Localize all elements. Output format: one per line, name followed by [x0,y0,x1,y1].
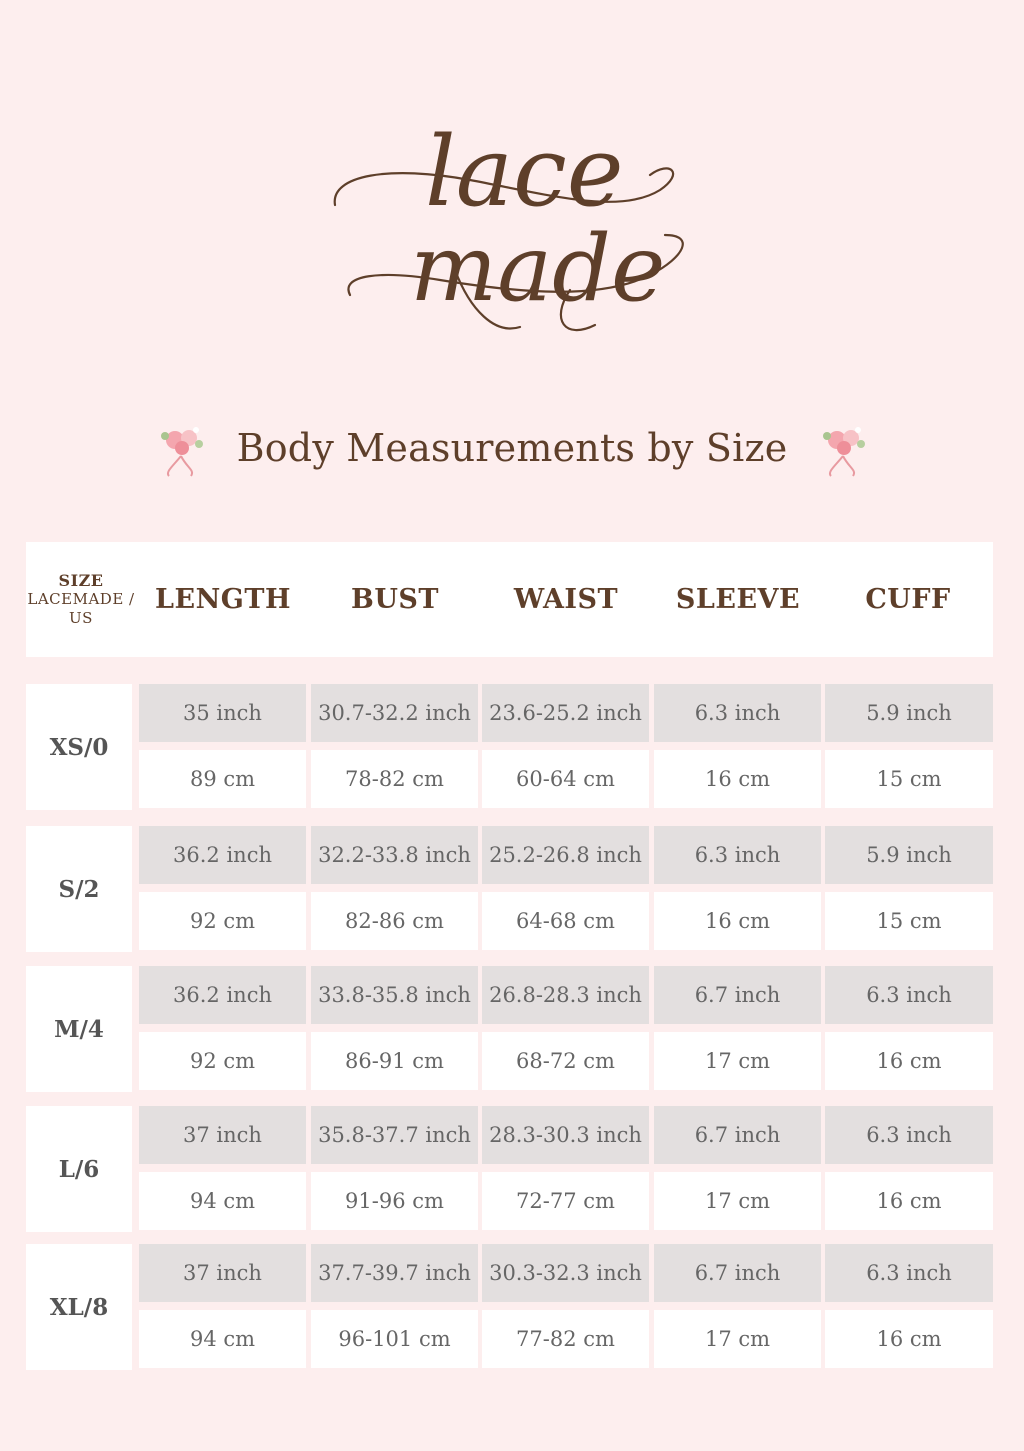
bust-inch-cell: 33.8-35.8 inch [311,966,478,1024]
bust-cm-cell: 96-101 cm [311,1310,478,1368]
sleeve-inch-cell: 6.7 inch [654,1106,821,1164]
waist-cm-cell: 64-68 cm [482,892,649,950]
waist-inch-cell: 28.3-30.3 inch [482,1106,649,1164]
rose-bouquet-icon [151,418,211,478]
sleeve-inch-cell: 6.3 inch [654,826,821,884]
logo-line2: made [410,215,666,322]
waist-cm-cell: 60-64 cm [482,750,649,808]
table-header [26,542,993,657]
cuff-cm-cell: 16 cm [825,1310,993,1368]
sleeve-cm-cell: 16 cm [654,892,821,950]
bust-inch-cell: 32.2-33.8 inch [311,826,478,884]
cuff-inch-cell: 5.9 inch [825,684,993,742]
cuff-inch-cell: 6.3 inch [825,1244,993,1302]
length-inch-cell: 37 inch [139,1106,306,1164]
waist-inch-cell: 26.8-28.3 inch [482,966,649,1024]
length-cm-cell: 92 cm [139,1032,306,1090]
bust-cm-cell: 78-82 cm [311,750,478,808]
size-label: S/2 [26,826,132,952]
cuff-cm-cell: 15 cm [825,750,993,808]
column-header-waist: WAIST [513,584,619,615]
length-cm-cell: 94 cm [139,1172,306,1230]
bust-inch-cell: 35.8-37.7 inch [311,1106,478,1164]
column-header-sleeve: SLEEVE [675,584,801,615]
cuff-inch-cell: 6.3 inch [825,966,993,1024]
rose-bouquet-icon-right [813,418,873,478]
waist-cm-cell: 77-82 cm [482,1310,649,1368]
cuff-cm-cell: 16 cm [825,1172,993,1230]
column-header-length: LENGTH [155,584,291,615]
size-group-s [26,826,993,952]
size-label: M/4 [26,966,132,1092]
sleeve-cm-cell: 17 cm [654,1032,821,1090]
lacemade-logo [320,95,705,360]
logo-line1: lace [425,116,624,228]
sleeve-inch-cell: 6.3 inch [654,684,821,742]
cuff-inch-cell: 6.3 inch [825,1106,993,1164]
sleeve-cm-cell: 17 cm [654,1310,821,1368]
title-row [0,418,1024,478]
sleeve-cm-cell: 16 cm [654,750,821,808]
size-label: XL/8 [26,1244,132,1370]
size-group-xs [26,684,993,810]
column-header-bust: BUST [351,584,439,615]
size-group-xl [26,1244,993,1370]
cuff-cm-cell: 16 cm [825,1032,993,1090]
size-header-sub: LACEMADE / US [27,590,135,627]
length-inch-cell: 36.2 inch [139,826,306,884]
length-cm-cell: 92 cm [139,892,306,950]
length-inch-cell: 36.2 inch [139,966,306,1024]
waist-inch-cell: 25.2-26.8 inch [482,826,649,884]
bust-inch-cell: 37.7-39.7 inch [311,1244,478,1302]
waist-cm-cell: 68-72 cm [482,1032,649,1090]
waist-cm-cell: 72-77 cm [482,1172,649,1230]
size-label: XS/0 [26,684,132,810]
waist-inch-cell: 30.3-32.3 inch [482,1244,649,1302]
bust-cm-cell: 82-86 cm [311,892,478,950]
bust-inch-cell: 30.7-32.2 inch [311,684,478,742]
page-title: Body Measurements by Size [236,426,788,470]
cuff-cm-cell: 15 cm [825,892,993,950]
waist-inch-cell: 23.6-25.2 inch [482,684,649,742]
size-group-l [26,1106,993,1232]
size-label: L/6 [26,1106,132,1232]
bust-cm-cell: 86-91 cm [311,1032,478,1090]
cuff-inch-cell: 5.9 inch [825,826,993,884]
sleeve-cm-cell: 17 cm [654,1172,821,1230]
size-group-m [26,966,993,1092]
bust-cm-cell: 91-96 cm [311,1172,478,1230]
column-header-cuff: CUFF [865,584,951,615]
lacemade-logo-art [320,95,705,360]
size-header [26,542,136,657]
length-inch-cell: 35 inch [139,684,306,742]
length-inch-cell: 37 inch [139,1244,306,1302]
sleeve-inch-cell: 6.7 inch [654,1244,821,1302]
length-cm-cell: 89 cm [139,750,306,808]
length-cm-cell: 94 cm [139,1310,306,1368]
sleeve-inch-cell: 6.7 inch [654,966,821,1024]
size-header-label: SIZE [58,571,104,590]
